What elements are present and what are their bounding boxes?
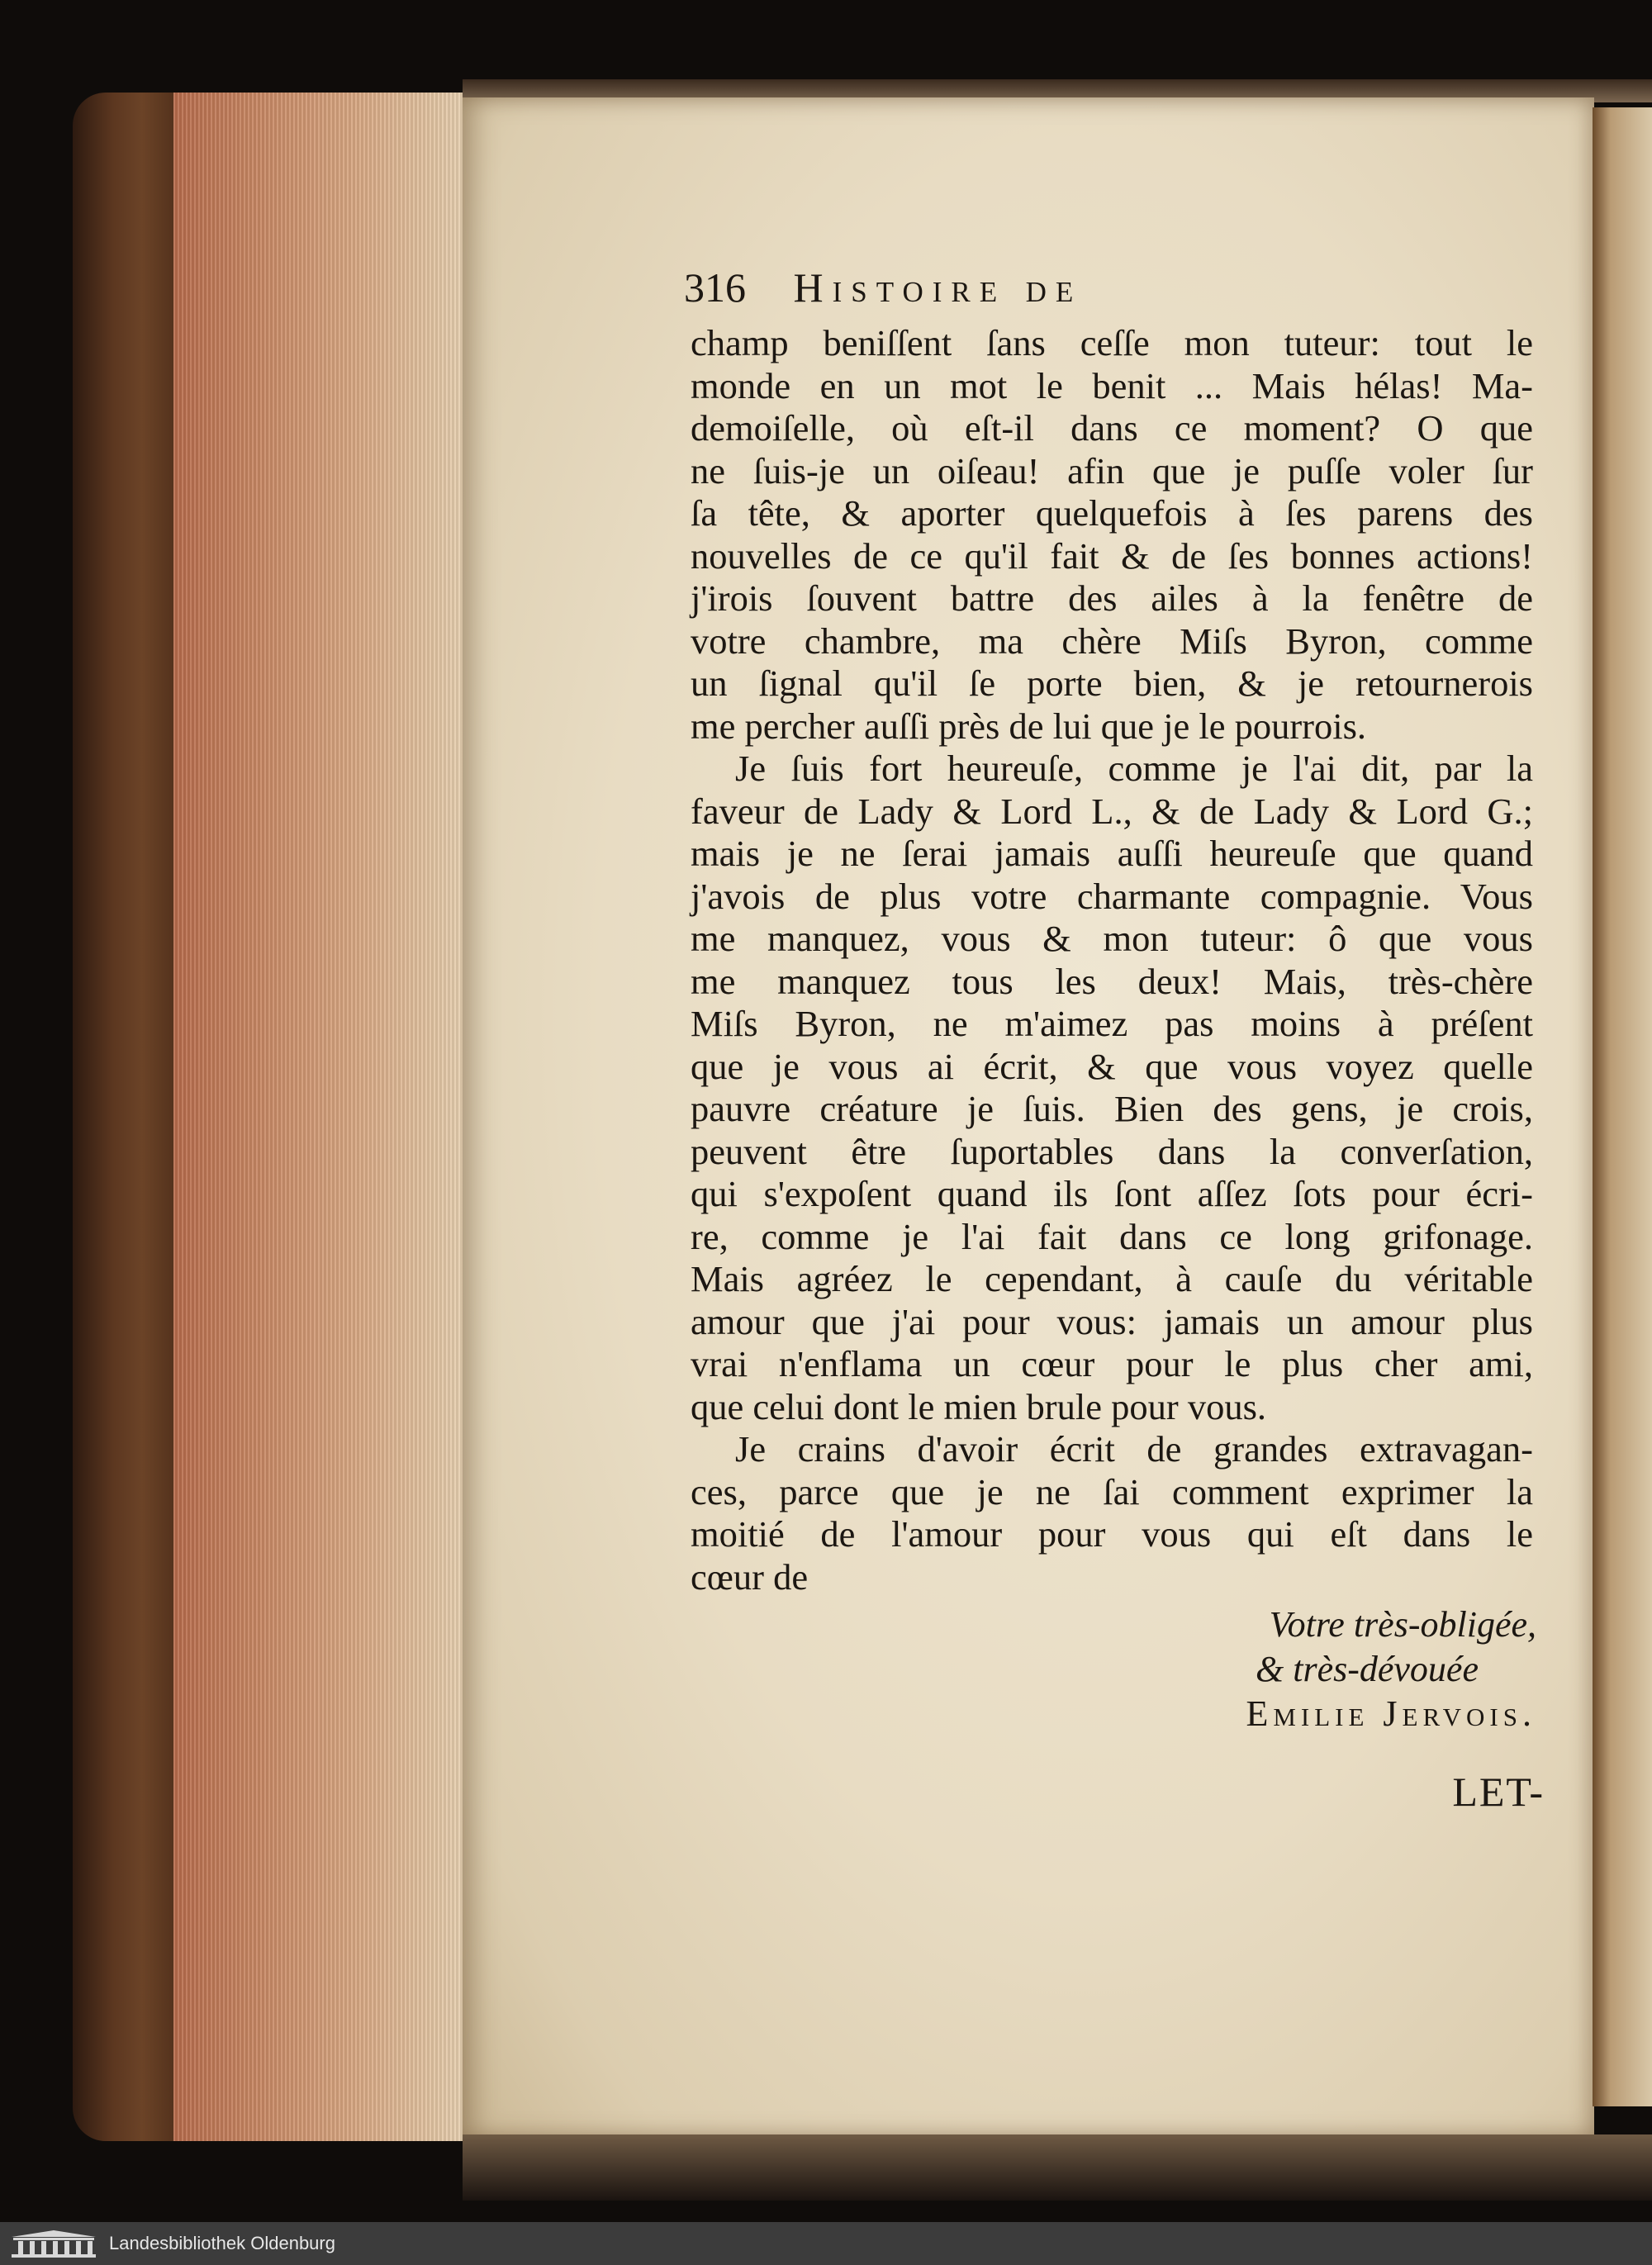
text-line: faveur de Lady & Lord L., & de Lady & Lord G.; — [691, 790, 1533, 832]
text-line: Je ſuis fort heureuſe, comme je l'ai dit, par la — [735, 748, 1533, 789]
text-line: me manquez, vous & mon tuteur: ô que vous — [691, 918, 1533, 959]
catchword: LET- — [1452, 1769, 1545, 1815]
book-cover-spine — [73, 93, 188, 2141]
text-line: ne ſuis-je un oiſeau! afin que je puſſe voler ſur — [691, 449, 1533, 491]
text-line: Miſs Byron, ne m'aimez pas moins à préſent — [691, 1003, 1533, 1044]
library-name: Landesbibliothek Oldenburg — [109, 2233, 335, 2253]
text-line: Mais agréez le cependant, à cauſe du véritable — [691, 1258, 1533, 1299]
text-line: demoiſelle, où eſt-il dans ce moment? O que — [691, 407, 1533, 449]
text-line: que je vous ai écrit, & que vous voyez quelle — [691, 1045, 1533, 1087]
text-line: me manquez tous les deux! Mais, très-chère — [691, 960, 1533, 1002]
text-line: qui s'expoſent quand ils ſont aſſez ſots pour écri- — [691, 1173, 1533, 1214]
text-line: ſa tête, & aporter quelquefois à ſes parens des — [691, 492, 1533, 534]
page-header — [684, 263, 1345, 312]
text-line: j'avois de plus votre charmante compagnie. Vous — [691, 875, 1533, 917]
closing-line: Votre très-obligée, — [1269, 1604, 1536, 1645]
signature: Emilie Jervois. — [1246, 1693, 1536, 1734]
page-block-edges — [173, 93, 479, 2141]
text-line: votre chambre, ma chère Miſs Byron, comme — [691, 620, 1533, 662]
body-text — [691, 322, 1533, 1598]
text-line: j'irois ſouvent battre des ailes à la fenêtre de — [691, 577, 1533, 619]
text-line: vrai n'enflama un cœur pour le plus cher ami, — [691, 1343, 1533, 1384]
text-line: monde en un mot le benit ... Mais hélas! Ma- — [691, 364, 1533, 406]
text-line: amour que j'ai pour vous: jamais un amour plus — [691, 1300, 1533, 1342]
text-line: peuvent être ſuportables dans la converſation, — [691, 1130, 1533, 1172]
text-line: me percher auſſi près de lui que je le pourrois. — [691, 705, 1367, 747]
text-line: un ſignal qu'il ſe porte bien, & je retournerois — [691, 662, 1533, 704]
facing-page-edge — [1593, 107, 1652, 2106]
running-title: Histoire de — [793, 264, 1083, 311]
closing-line: & très-dévouée — [1256, 1649, 1479, 1689]
book-bottom-edge — [463, 2134, 1652, 2201]
text-line: ces, parce que je ne ſai comment exprimer la — [691, 1470, 1533, 1512]
text-line: cœur de — [691, 1555, 809, 1598]
text-line: mais je ne ſerai jamais auſſi heureuſe que quand — [691, 833, 1533, 874]
text-line: champ beniſſent ſans ceſſe mon tuteur: tout le — [691, 322, 1533, 363]
text-line: re, comme je l'ai fait dans ce long grifonage. — [691, 1215, 1533, 1257]
letter-closing — [975, 1603, 1536, 1736]
text-line: nouvelles de ce qu'il fait & de ſes bonnes actions! — [691, 534, 1533, 577]
page-number: 316 — [684, 264, 746, 311]
text-line: pauvre créature je ſuis. Bien des gens, je crois, — [691, 1088, 1533, 1129]
library-building-icon — [8, 2229, 99, 2258]
text-line: Je crains d'avoir écrit de grandes extravagan- — [735, 1428, 1533, 1470]
footer-bar — [0, 2222, 1652, 2265]
text-line: moitié de l'amour pour vous qui eſt dans le — [691, 1513, 1533, 1555]
text-line: que celui dont le mien brule pour vous. — [691, 1385, 1267, 1427]
